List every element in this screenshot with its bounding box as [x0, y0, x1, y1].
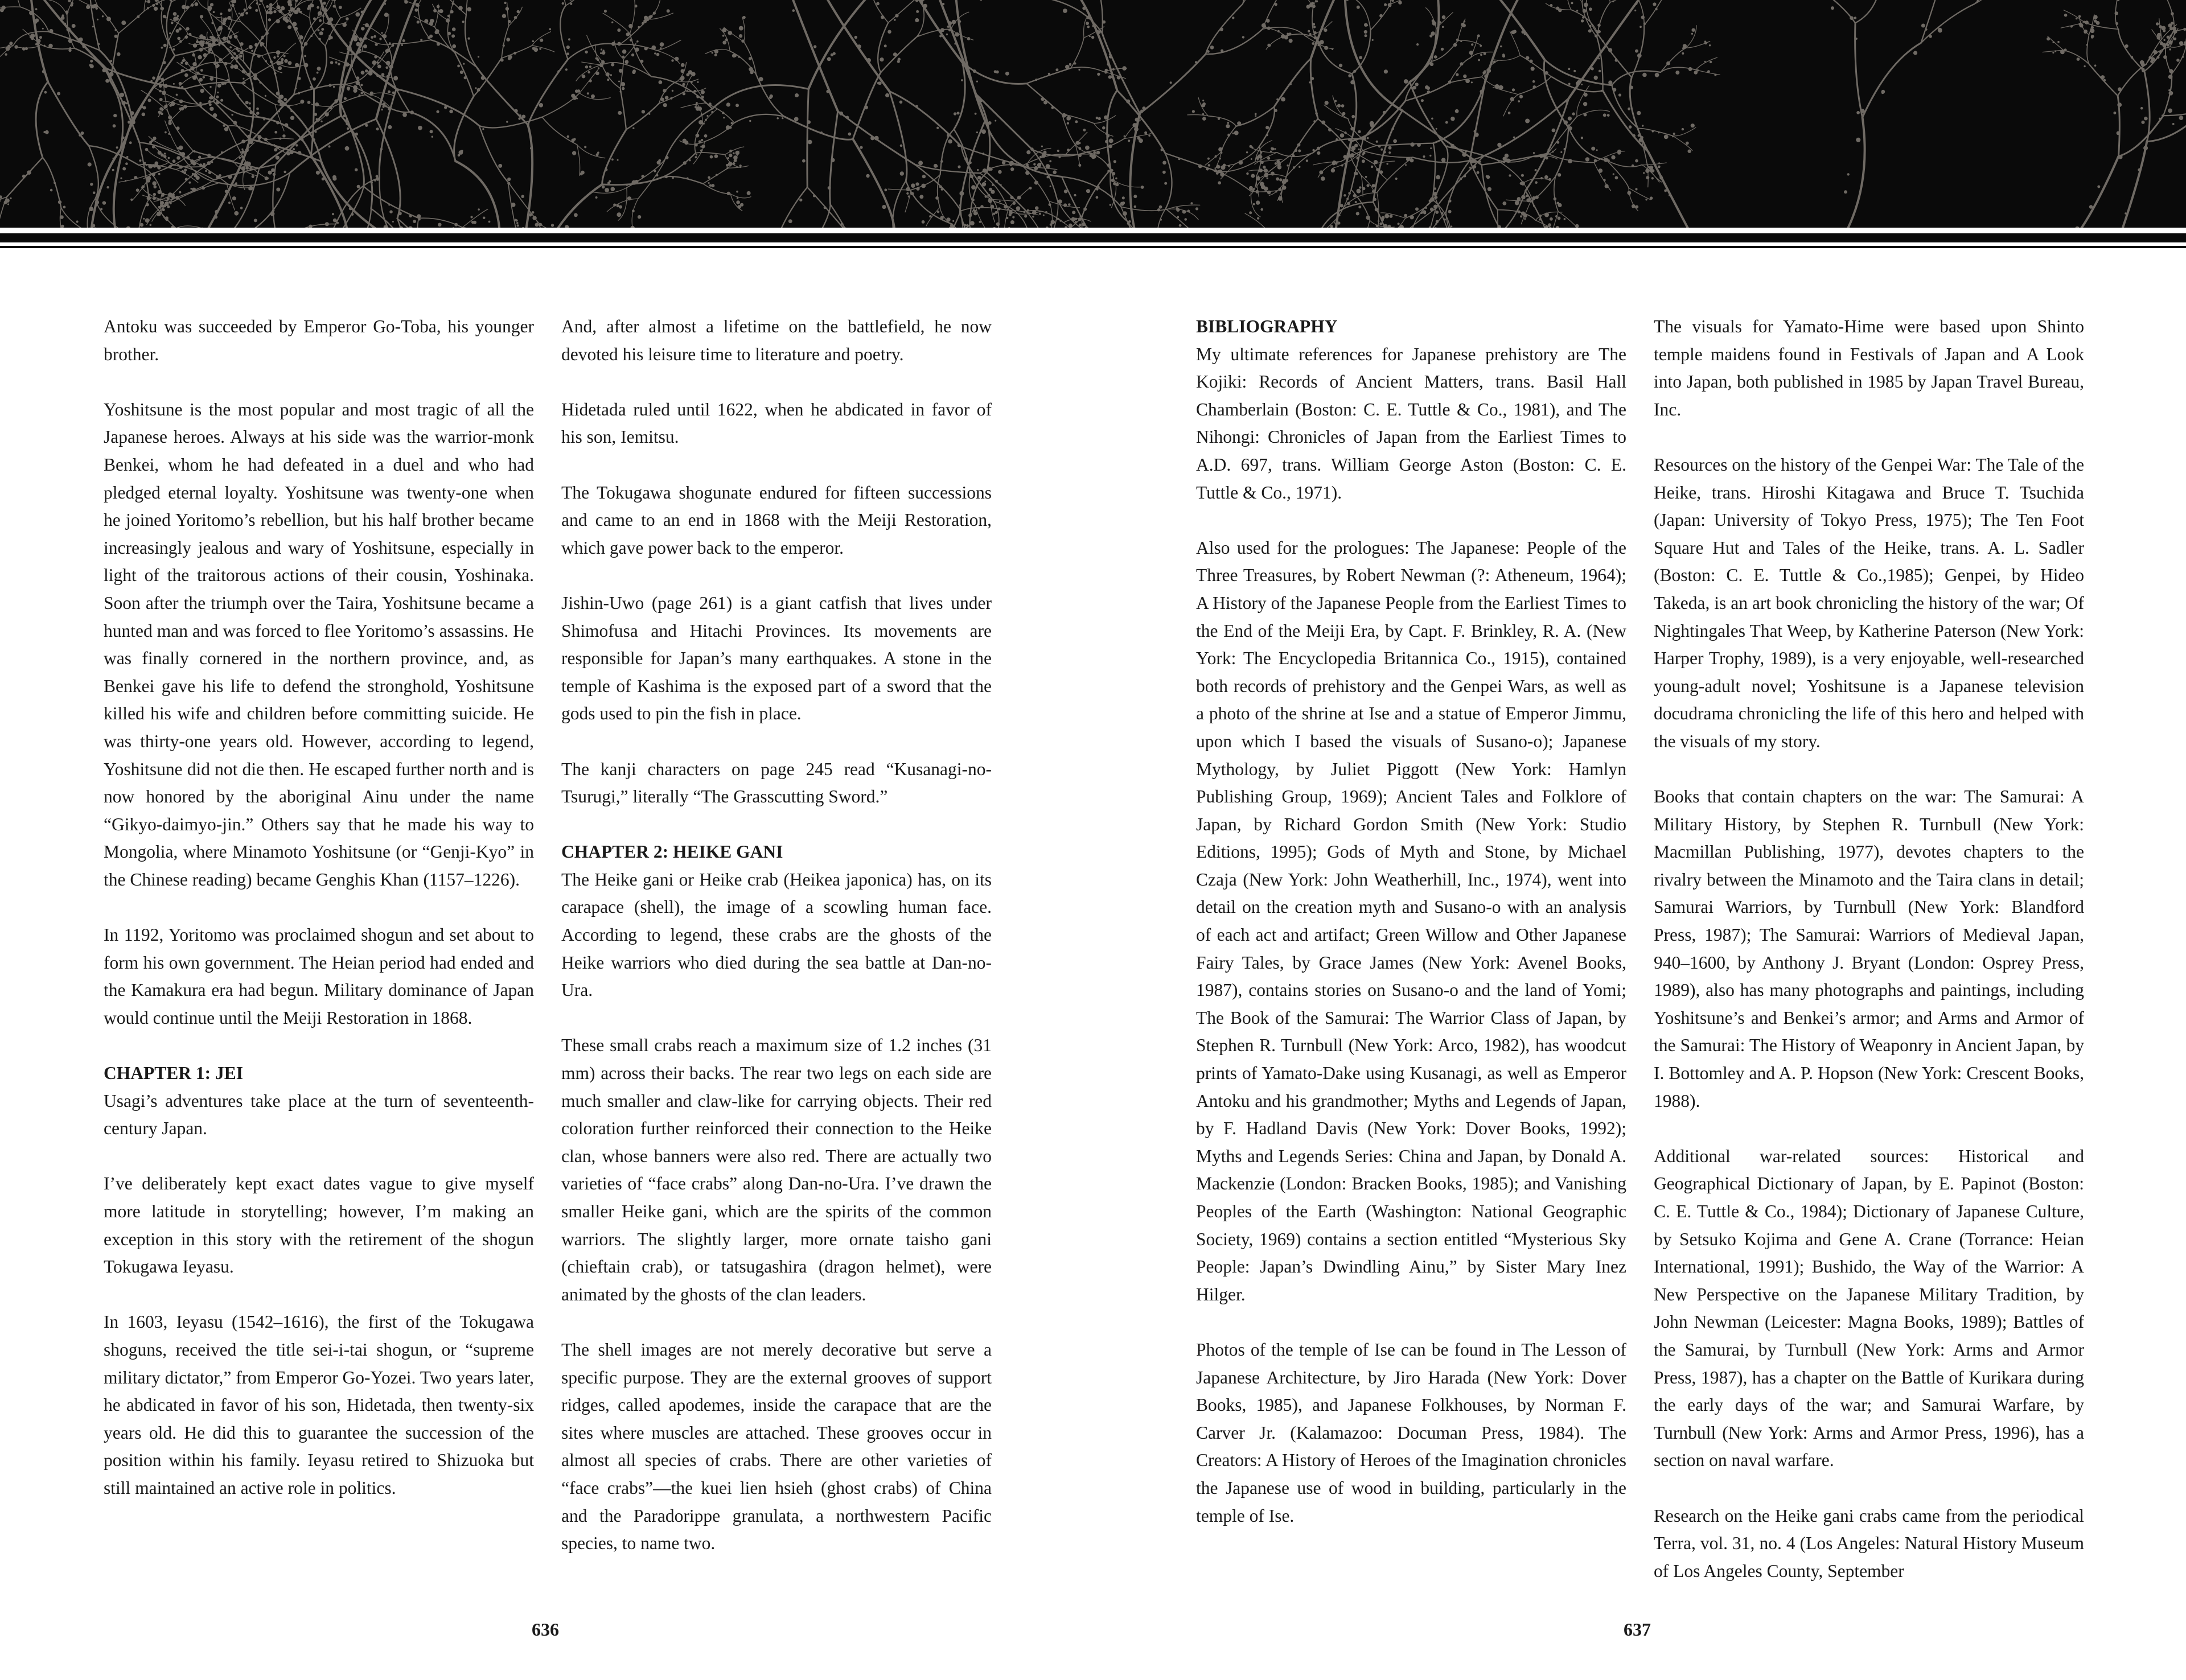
body-paragraph: Photos of the temple of Ise can be found in The Lesson of Japanese Architecture, by Jiro Harada (New York: Dover Books, 1985), and Japanese Folkhouses, by Norman F. Carver Jr. (Kalamazoo: Documan Press, 1984). The Creators: A History of Heroes of the Imagination chronicles the Japanese use of wood in building, particularly in the temple of Ise. [1196, 1339, 1626, 1526]
left-page-column-1 [104, 313, 534, 1502]
body-paragraph: In 1603, Ieyasu (1542–1616), the first of the Tokugawa shoguns, received the title sei-i-tai shogun, or “supreme military dictator,” from Emperor Go-Yozei. Two years later, he abdicated in favor of his son, Hidetada, then twenty-six years old. He did this to guarantee the succession of the position within his family. Ieyasu retired to Shizuoka but still maintained an active role in politics. [104, 1312, 535, 1498]
body-paragraph: The kanji characters on page 245 read “Kusanagi-no-Tsurugi,” literally “The Grasscutting Sword.” [561, 759, 992, 807]
section-heading: BIBLIOGRAPHY [1196, 316, 1338, 336]
body-paragraph: My ultimate references for Japanese prehistory are The Kojiki: Records of Ancient Matters, trans. Basil Hall Chamberlain (Boston: C. E. Tuttle & Co., 1981), and The Nihongi: Chronicles of Japan from the Earliest Times to A.D. 697, trans. William George Aston (Boston: C. E. Tuttle & Co., 1971). [1196, 344, 1626, 503]
body-paragraph: These small crabs reach a maximum size of 1.2 inches (31 mm) across their backs. The rear two legs on each side are much smaller and claw-like for carrying objects. Their red coloration further reinforced their connection to the Heike clan, whose banners were also red. There are actually two varieties of “face crabs” along Dan-no-Ura. I’ve drawn the smaller Heike gani, which are the spirits of the common warriors. The slightly larger, more ornate taisho gani (chieftain crab), or tatsugashira (dragon helmet), were animated by the ghosts of the clan leaders. [561, 1035, 992, 1304]
body-paragraph: Resources on the history of the Genpei War: The Tale of the Heike, trans. Hiroshi Kitagawa and Bruce T. Tsuchida (Japan: University of Tokyo Press, 1975); The Ten Foot Square Hut and Tales of the Heike, trans. A. L. Sadler (Boston: C. E. Tuttle & Co.,1985); Genpei, by Hideo Takeda, is an art book chronicling the history of the war; Of Nightingales That Weep, by Katherine Paterson (New York: Harper Trophy, 1989), is a very enjoyable, well-researched young-adult novel; Yoshitsune is a Japanese television docudrama chronicling the life of this hero and helped with the visuals of my story. [1654, 454, 2084, 751]
body-paragraph: The Tokugawa shogunate endured for fifteen successions and came to an end in 1868 with the Meiji Restoration, which gave power back to the emperor. [561, 482, 992, 558]
body-paragraph: And, after almost a lifetime on the battlefield, he now devoted his leisure time to literature and poetry. [561, 316, 992, 364]
right-page-column-1 [1196, 313, 1626, 1530]
body-paragraph: In 1192, Yoritomo was proclaimed shogun and set about to form his own government. The Heian period had ended and the Kamakura era had begun. Military dominance of Japan would continue until the Meiji Restoration in 1868. [104, 925, 534, 1028]
right-page-column-2 [1654, 313, 2084, 1585]
branch-pattern-icon [0, 0, 2186, 228]
section-heading: CHAPTER 1: JEI [104, 1063, 244, 1084]
body-paragraph: Also used for the prologues: The Japanese: People of the Three Treasures, by Robert Newman (?: Atheneum, 1964); A History of the Japanese People from the Earliest Times to the End of the Meiji Era, by Capt. F. Brinkley, R. A. (New York: The Encyclopedia Britannica Co., 1915), contained both records of prehistory and the Genpei Wars, as well as a photo of the shrine at Ise and a statue of Emperor Jimmu, upon which I based the visuals of Susano-o); Japanese Mythology, by Juliet Piggott (New York: Hamlyn Publishing Group, 1969); Ancient Tales and Folklore of Japan, by Richard Gordon Smith (New York: Studio Editions, 1995); Gods of Myth and Stone, by Michael Czaja (New York: John Weatherhill, Inc., 1974), went into detail on the creation myth and Susano-o with an analysis of each act and artifact; Green Willow and Other Japanese Fairy Tales, by Grace James (New York: Avenel Books, 1987), contains stories on Susano-o and the land of Yomi; The Book of the Samurai: The Warrior Class of Japan, by Stephen R. Turnbull (New York: Arco, 1982), has woodcut prints of Yamato-Dake using Kusanagi, as well as Emperor Antoku and his grandmother; Myths and Legends of Japan, by F. Hadland Davis (New York: Dover Books, 1992); Myths and Legends Series: China and Japan, by Donald A. Mackenzie (London: Bracken Books, 1985); and Vanishing Peoples of the Earth (Washington: National Geographic Society, 1969) contains a section entitled “Mysterious Sky People: Japan’s Dwindling Ainu,” by Sister Mary Inez Hilger. [1196, 537, 1626, 1304]
body-paragraph: Research on the Heike gani crabs came from the periodical Terra, vol. 31, no. 4 (Los Angeles: Natural History Museum of Los Angeles County, September [1654, 1505, 2084, 1581]
body-paragraph: Additional war-related sources: Historical and Geographical Dictionary of Japan, by E. Papinot (Boston: C. E. Tuttle & Co., 1984); Dictionary of Japanese Culture, by Setsuko Kojima and Gene A. Crane (Torrance: Heian International, 1991); Bushido, the Way of the Warrior: A New Perspective on the Japanese Military Tradition, by John Newman (Leicester: Magna Books, 1989); Battles of the Samurai, by Turnbull (New York: Arms and Armor Press, 1987), has a chapter on the Battle of Kurikara during the early days of the war; and Samurai Warfare, by Turnbull (New York: Arms and Armor Press, 1996), has a section on naval warfare. [1654, 1146, 2084, 1471]
body-paragraph: I’ve deliberately kept exact dates vague to give myself more latitude in storytelling; however, I’m making an exception in this story with the retirement of the shogun Tokugawa Ieyasu. [104, 1173, 534, 1277]
page-number-right: 637 [1624, 1619, 1651, 1640]
body-paragraph: Antoku was succeeded by Emperor Go-Toba, his younger brother. [104, 316, 534, 364]
page-number-left: 636 [532, 1619, 559, 1640]
body-paragraph: The Heike gani or Heike crab (Heikea japonica) has, on its carapace (shell), the image of a scowling human face. According to legend, these crabs are the ghosts of the Heike warriors who died during the sea battle at Dan-no-Ura. [561, 869, 992, 1000]
body-paragraph: The visuals for Yamato-Hime were based upon Shinto temple maidens found in Festivals of Japan and A Look into Japan, both published in 1985 by Japan Travel Bureau, Inc. [1654, 316, 2084, 419]
body-paragraph: Books that contain chapters on the war: The Samurai: A Military History, by Stephen R. Turnbull (New York: Macmillan Publishing, 1977), devotes chapters to the rivalry between the Minamoto and the Taira clans in detail; Samurai Warriors, by Turnbull (New York: Blandford Press, 1987); The Samurai: Warriors of Medieval Japan, 940–1600, by Anthony J. Bryant (London: Osprey Press, 1989), also has many photographs and paintings, including Yoshitsune’s and Benkei’s armor; and Arms and Armor of the Samurai: The History of Weaponry in Ancient Japan, by I. Bottomley and A. P. Hopson (New York: Crescent Books, 1988). [1654, 787, 2084, 1111]
body-paragraph: The shell images are not merely decorative but serve a specific purpose. They are the external grooves of support ridges, called apodemes, inside the carapace that are the sites where muscles are attached. These grooves occur in almost all species of crabs. There are other varieties of “face crabs”—the kuei lien hsieh (ghost crabs) of China and the Paradorippe granulata, a northwestern Pacific species, to name two. [561, 1339, 992, 1554]
body-paragraph: Usagi’s adventures take place at the turn of seventeenth-century Japan. [104, 1090, 534, 1139]
header-rule-thick [0, 233, 2186, 242]
body-paragraph: Jishin-Uwo (page 261) is a giant catfish that lives under Shimofusa and Hitachi Provinces. Its movements are responsible for Japan’s many earthquakes. A stone in the temple of Kashima is the exposed part of a sword that the gods used to pin the fish in place. [561, 592, 992, 724]
body-paragraph: Hidetada ruled until 1622, when he abdicated in favor of his son, Iemitsu. [561, 399, 992, 447]
section-heading: CHAPTER 2: HEIKE GANI [561, 842, 783, 862]
body-paragraph: Yoshitsune is the most popular and most tragic of all the Japanese heroes. Always at his side was the warrior-monk Benkei, whom he had defeated in a duel and who had pledged eternal loyalty. Yoshitsune was twenty-one when he joined Yoritomo’s rebellion, but his half brother became increasingly jealous and wary of Yoshitsune, especially in light of the traitorous actions of their cousin, Yoshinaka. Soon after the triumph over the Taira, Yoshitsune became a hunted man and was forced to flee Yoritomo’s assassins. He was finally cornered in the northern province, and, as Benkei gave his life to defend the stronghold, Yoshitsune killed his wife and children before committing suicide. He was thirty-one years old. However, according to legend, Yoshitsune did not die then. He escaped further north and is now honored by the aboriginal Ainu under the name “Gikyo-daimyo-jin.” Others say that he made his way to Mongolia, where Minamoto Yoshitsune (or “Genji-Kyo” in the Chinese reading) became Genghis Khan (1157–1226). [104, 399, 534, 890]
left-page-column-2 [561, 313, 992, 1558]
header-rule-thin [0, 246, 2186, 248]
decorative-banner [0, 0, 2186, 228]
